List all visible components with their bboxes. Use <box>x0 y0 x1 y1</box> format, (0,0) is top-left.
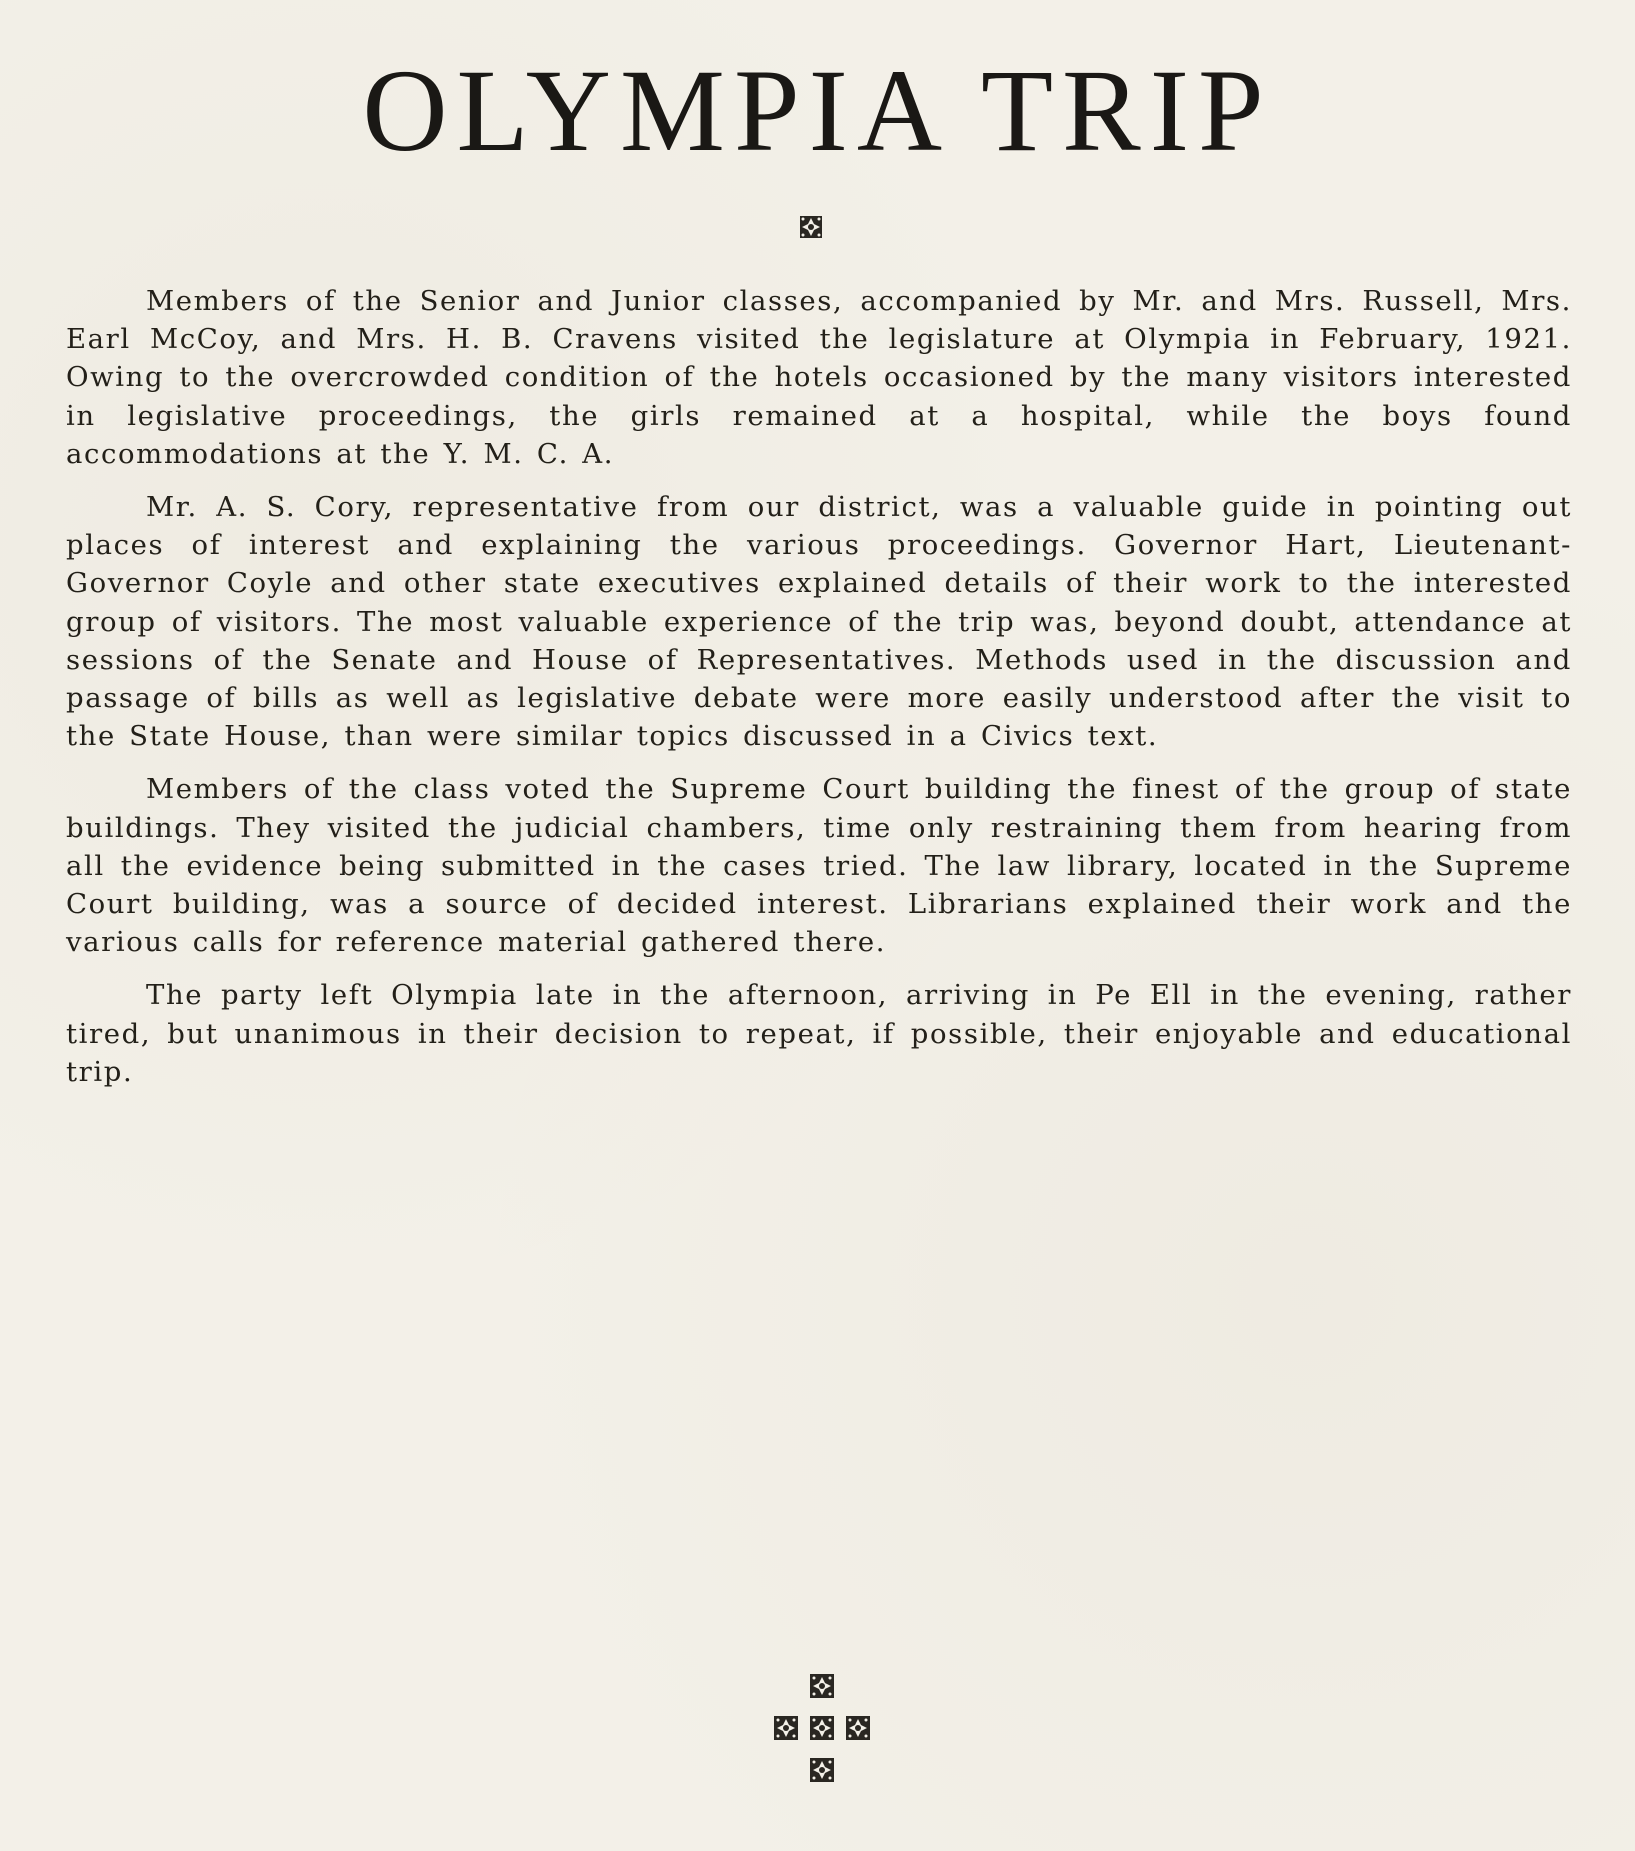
square-fleuron-icon <box>799 215 823 239</box>
paragraph-2: Mr. A. S. Cory, representative from our district, was a valuable guide in pointing out places of interest and explaining the various proceedings. Governor Hart, Lieutenant-Governor Coyle and other state executives explained details of their work to the interested group of visitors. The most valuable experience of the trip was, beyond doubt, attendance at sessions of the Senate and House of Representatives. Methods used in the discussion and passage of bills as well as legislative debate were more easily understood after the visit to the State House, than were similar topics discussed in a Civics text. <box>66 491 1572 753</box>
paragraph-3: Members of the class voted the Supreme Court building the finest of the group of state buildings. They visited the judicial chambers, time only restraining them from hearing from all the evidence being submitted in the cases tried. The law library, located in the Supreme Court building, was a source of decided interest. Librarians explained their work and the various calls for reference material gathered there. <box>66 773 1572 959</box>
paragraph-1: Members of the Senior and Junior classes, accompanied by Mr. and Mrs. Russell, Mrs. Earl McCoy, and Mrs. H. B. Cravens visited the legislature at Olympia in February, 1921. Owing to the overcrowded condition of the hotels occasioned by the many visitors interested in legislative proceedings, the girls remained at a hospital, while the boys found accommodations at the Y. M. C. A. <box>66 285 1572 470</box>
cross-fleuron-ornament-icon <box>772 1672 872 1784</box>
page-title: OLYMPIA TRIP <box>362 45 1273 176</box>
article-body <box>66 282 1572 1106</box>
paragraph-4: The party left Olympia late in the afternoon, arriving in Pe Ell in the evening, rather tired, but unanimous in their decision to repeat, if possible, their enjoyable and educational trip. <box>66 979 1572 1088</box>
